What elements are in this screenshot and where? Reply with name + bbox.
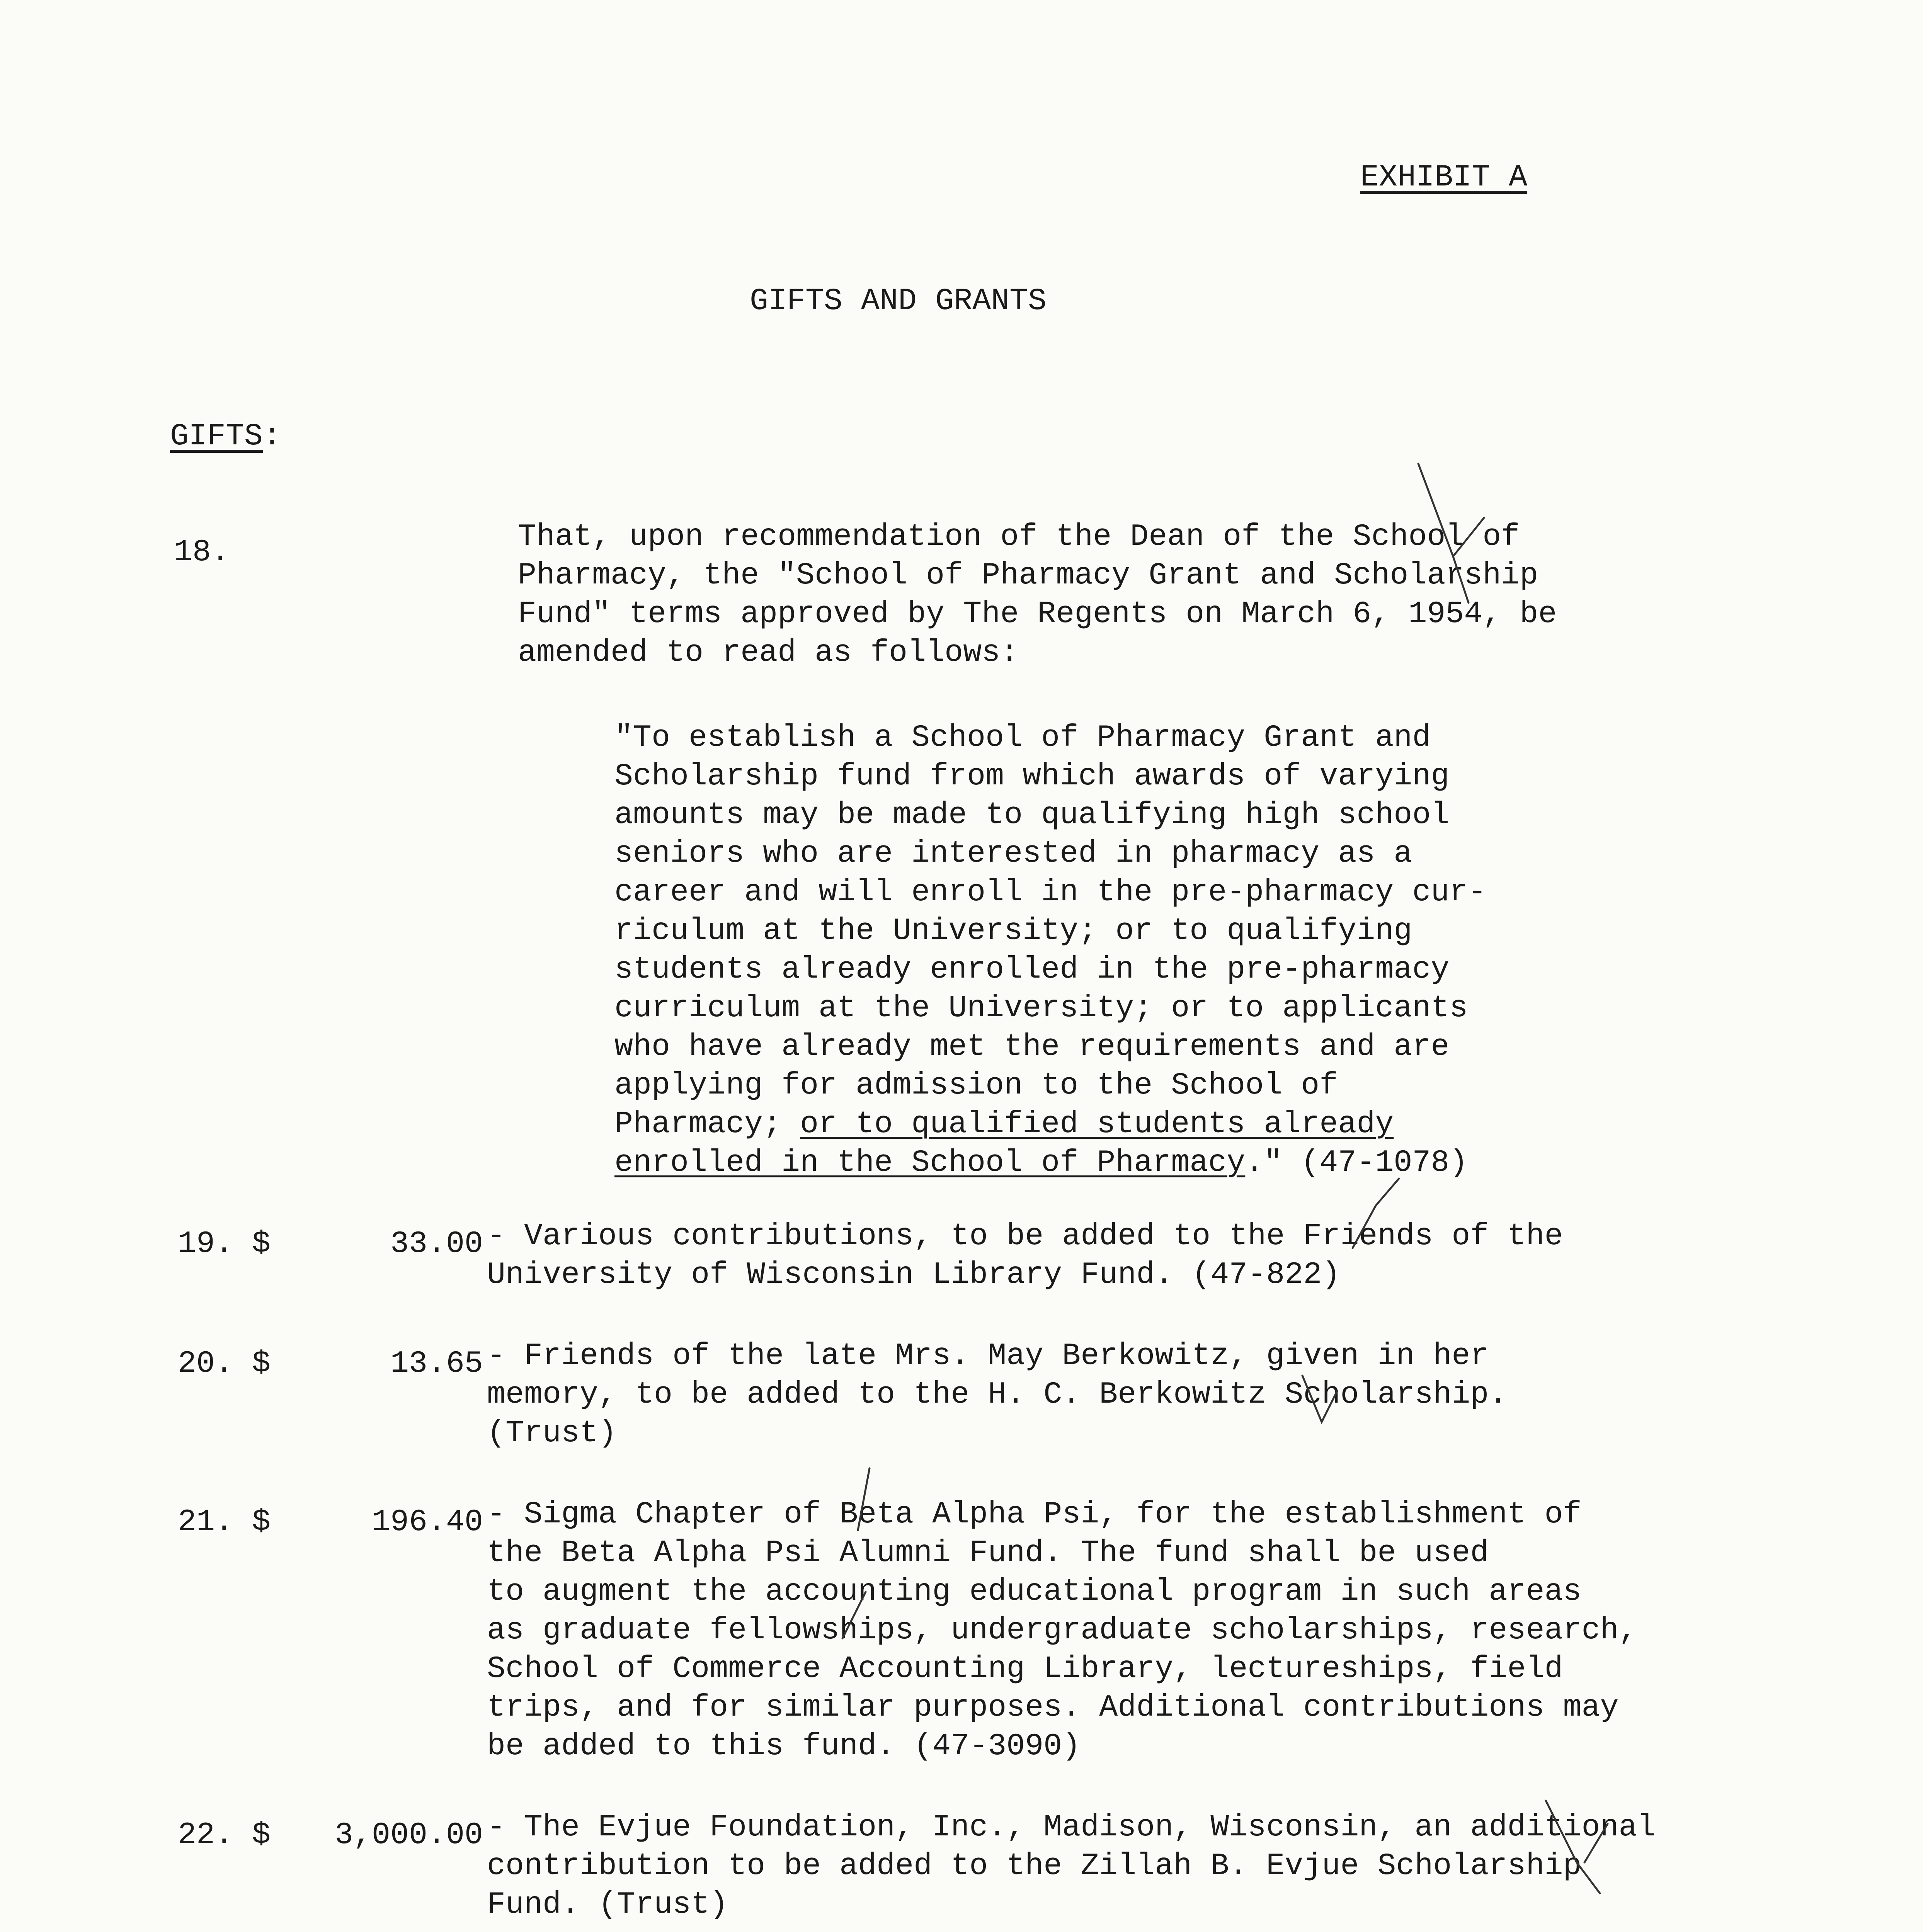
item-21-number: 21. $ — [178, 1505, 271, 1540]
quote-line — [614, 1105, 1486, 1144]
item-20-text — [487, 1337, 1507, 1453]
item-line: School of Commerce Accounting Library, lectureships, field — [487, 1651, 1563, 1687]
quote-line — [614, 1144, 1486, 1182]
quote-citation: ." (47-1078) — [1245, 1145, 1468, 1180]
item-22-number: 22. $ — [178, 1818, 271, 1853]
item-line: University of Wisconsin Library Fund. (47-822) — [487, 1257, 1341, 1293]
item-18-number: 18. — [174, 535, 230, 570]
quote-line: career and will enroll in the pre-pharmacy cur- — [614, 875, 1487, 910]
quote-plain-text: Pharmacy; — [614, 1107, 800, 1142]
quote-underlined-text: enrolled in the School of Pharmacy — [614, 1145, 1246, 1180]
item-line: (Trust) — [487, 1416, 617, 1451]
item-line: - The Evjue Foundation, Inc., Madison, Wisconsin, an additional — [487, 1810, 1656, 1845]
item-line: be added to this fund. (47-3090) — [487, 1729, 1081, 1764]
quote-line: applying for admission to the School of — [614, 1068, 1338, 1103]
quote-line: who have already met the requirements and are — [614, 1029, 1450, 1065]
item-18-line: That, upon recommendation of the Dean of the School of — [518, 519, 1520, 554]
item-line: contribution to be added to the Zillah B. Evjue Scholarship — [487, 1849, 1582, 1884]
section-heading — [170, 417, 281, 456]
document-title: GIFTS AND GRANTS — [750, 284, 1047, 319]
item-18-line: Pharmacy, the "School of Pharmacy Grant and Scholarship — [518, 558, 1538, 593]
quote-line: students already enrolled in the pre-pharmacy — [614, 952, 1450, 987]
item-22-amount: 3,000.00 — [334, 1818, 483, 1853]
exhibit-label: EXHIBIT A — [1360, 160, 1528, 195]
item-20-amount: 13.65 — [390, 1346, 483, 1381]
item-line: as graduate fellowships, undergraduate scholarships, research, — [487, 1613, 1637, 1648]
item-line: - Various contributions, to be added to the Friends of the — [487, 1219, 1563, 1254]
item-line: trips, and for similar purposes. Additional contributions may — [487, 1690, 1619, 1725]
quote-line: Scholarship fund from which awards of varying — [614, 759, 1450, 794]
item-20-number: 20. $ — [178, 1346, 271, 1381]
item-line: the Beta Alpha Psi Alumni Fund. The fund shall be used — [487, 1536, 1489, 1571]
quote-line: curriculum at the University; or to applicants — [614, 991, 1468, 1026]
item-18-line: Fund" terms approved by The Regents on March 6, 1954, be — [518, 597, 1557, 632]
item-line: - Friends of the late Mrs. May Berkowitz, given in her — [487, 1338, 1489, 1374]
quote-underlined-text: or to qualified students already — [800, 1107, 1394, 1142]
section-heading-colon: : — [263, 419, 282, 454]
item-line: memory, to be added to the H. C. Berkowitz Scholarship. — [487, 1377, 1508, 1412]
item-line: to augment the accounting educational program in such areas — [487, 1574, 1582, 1609]
quote-line: seniors who are interested in pharmacy as a — [614, 836, 1412, 871]
item-19-number: 19. $ — [178, 1226, 271, 1262]
quote-line: amounts may be made to qualifying high school — [614, 798, 1450, 833]
item-18-text — [518, 518, 1557, 672]
item-18-line: amended to read as follows: — [518, 635, 1019, 670]
section-heading-text: GIFTS — [170, 419, 263, 454]
item-21-amount: 196.40 — [371, 1505, 483, 1540]
quote-line: riculum at the University; or to qualifying — [614, 913, 1412, 949]
item-18-quote — [614, 719, 1486, 1182]
item-19-text — [487, 1217, 1563, 1294]
item-line: - Sigma Chapter of Beta Alpha Psi, for the establishment of — [487, 1497, 1582, 1532]
item-19-amount: 33.00 — [390, 1226, 483, 1262]
item-22-text — [487, 1808, 1656, 1924]
quote-line: "To establish a School of Pharmacy Grant and — [614, 720, 1431, 755]
item-21-text — [487, 1495, 1637, 1766]
item-line: Fund. (Trust) — [487, 1887, 728, 1922]
